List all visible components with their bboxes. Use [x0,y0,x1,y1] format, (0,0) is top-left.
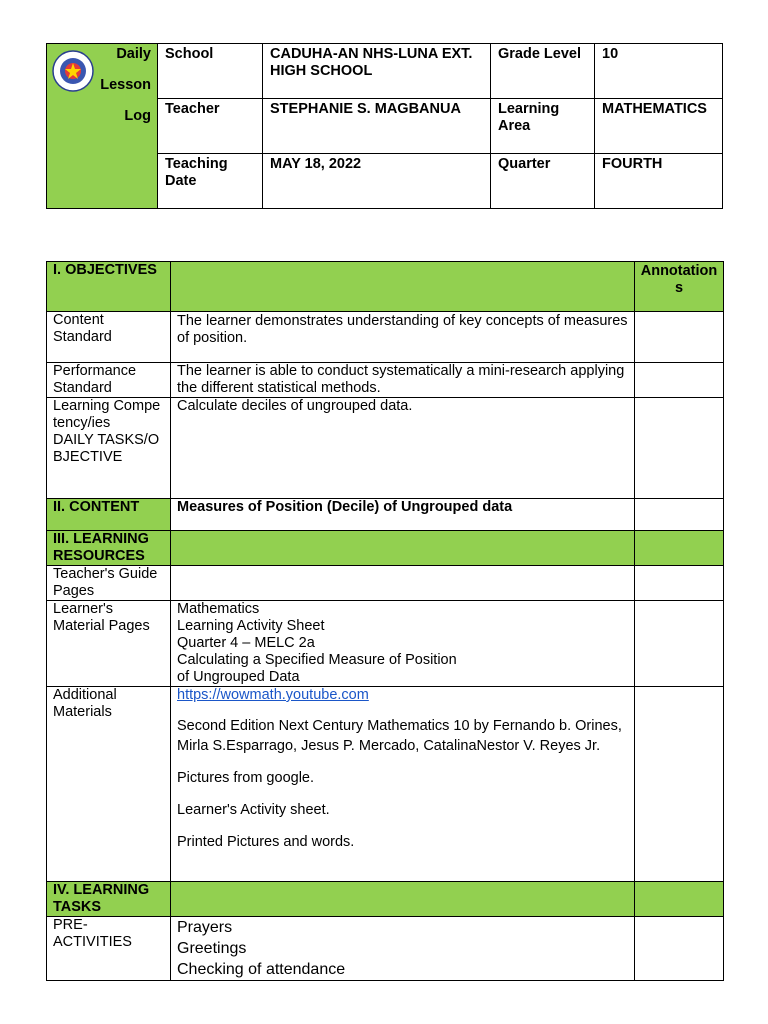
performance-standard-label: Performance Standard [47,363,171,398]
resources-header-annotation [635,531,724,566]
annotation-cell [635,566,724,601]
quarter-value: FOURTH [595,154,723,209]
logo-log: Log [124,108,151,124]
pre-item: Checking of attendance [177,961,346,978]
lm-line: Mathematics [177,601,260,617]
objectives-header: I. OBJECTIVES [47,262,171,312]
wowmath-link[interactable]: https://wowmath.youtube.com [177,687,369,703]
learning-tasks-header-annotation [635,882,724,917]
annotations-header: Annotations [635,262,724,312]
competency-label [47,398,171,499]
grade-level-value: 10 [595,44,723,99]
school-label: School [158,44,263,99]
teaching-date-label: Teaching Date [158,154,263,209]
content-standard-label: Content Standard [47,312,171,363]
content-standard-text: The learner demonstrates understanding of key concepts of measures of position. [171,312,635,363]
additional-materials-label: Additional Materials [47,687,171,882]
lesson-plan-table [46,261,724,981]
annotation-cell [635,601,724,687]
quarter-label: Quarter [491,154,595,209]
learning-tasks-header: IV. LEARNING TASKS [47,882,171,917]
resource-item: Pictures from google. [177,770,315,786]
pre-activities-label: PRE-ACTIVITIES [47,917,171,981]
lm-line: Calculating a Specified Measure of Position [177,652,457,668]
learners-material-value [171,601,635,687]
resource-item: Learner's Activity sheet. [177,802,330,818]
content-header: II. CONTENT [47,499,171,531]
learning-tasks-header-blank [171,882,635,917]
logo-lesson: Lesson [100,77,151,93]
school-value: CADUHA-AN NHS-LUNA EXT. HIGH SCHOOL [263,44,491,99]
pre-item: Greetings [177,940,247,957]
competency-label-text: Learning Competency/ies [53,398,161,431]
learners-material-label: Learner's Material Pages [47,601,171,687]
performance-standard-text: The learner is able to conduct systematically a mini-research applying the different statistical methods. [171,363,635,398]
annotation-cell [635,312,724,363]
pre-item: Prayers [177,919,233,936]
book-reference: Second Edition Next Century Mathematics 10 by Fernando b. Orines, Mirla S.Esparrago, Jesus P. Mercado, CatalinaNestor V. Reyes Jr. [177,718,622,754]
additional-materials-value [171,687,635,882]
teacher-label: Teacher [158,99,263,154]
teachers-guide-label: Teacher's Guide Pages [47,566,171,601]
grade-level-label: Grade Level [491,44,595,99]
teaching-date-value: MAY 18, 2022 [263,154,491,209]
resources-header: III. LEARNING RESOURCES [47,531,171,566]
deped-seal-icon [52,50,94,92]
teachers-guide-value [171,566,635,601]
annotation-cell [635,917,724,981]
teacher-value: STEPHANIE S. MAGBANUA [263,99,491,154]
lm-line: of Ungrouped Data [177,669,300,685]
resource-item: Printed Pictures and words. [177,834,355,850]
header-table [46,43,723,209]
lm-line: Learning Activity Sheet [177,618,325,634]
annotation-cell [635,499,724,531]
annotation-cell [635,398,724,499]
daily-tasks-label: DAILY TASKS/OBJECTIVE [53,432,160,465]
lm-line: Quarter 4 – MELC 2a [177,635,315,651]
logo-daily: Daily [116,46,151,62]
pre-activities-value [171,917,635,981]
learning-area-value: MATHEMATICS [595,99,723,154]
logo-cell [47,44,158,209]
resources-header-blank [171,531,635,566]
learning-area-label: Learning Area [491,99,595,154]
objectives-header-blank [171,262,635,312]
competency-text: Calculate deciles of ungrouped data. [171,398,635,499]
content-text: Measures of Position (Decile) of Ungrouped data [171,499,635,531]
annotation-cell [635,363,724,398]
annotation-cell [635,687,724,882]
